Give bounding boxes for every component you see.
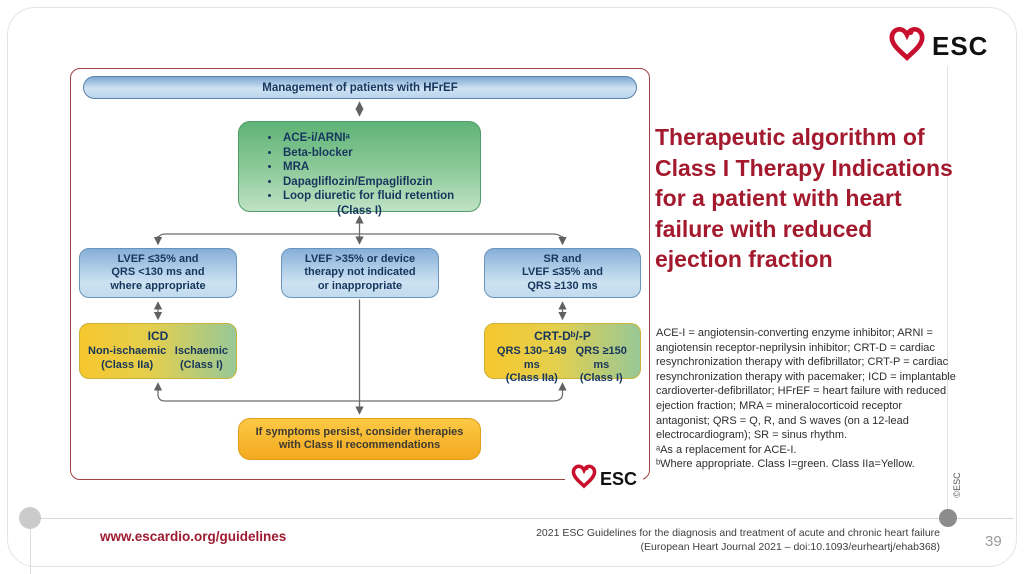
branch-box-icd-criteria <box>79 248 237 298</box>
citation-block <box>420 526 940 554</box>
treatment-class-label: (Class I) <box>337 204 382 217</box>
treatment-item: • MRA <box>281 160 472 175</box>
treatment-box <box>238 121 481 217</box>
treatment-item: • Dapagliflozin/Empagliflozin <box>281 175 472 190</box>
branch-line: where appropriate <box>110 279 206 292</box>
flowchart-panel <box>70 68 650 489</box>
icd-right-line1: Ischaemic <box>174 345 228 357</box>
crt-box <box>484 323 641 384</box>
footnote-a: ᵃAs a replacement for ACE-I. <box>656 443 797 456</box>
esc-logo-word: ESC <box>932 31 989 61</box>
crt-left-line1: QRS 130–149 ms <box>496 345 567 371</box>
esc-logo <box>888 26 988 67</box>
treatment-item: • Loop diuretic for fluid retention <box>281 189 472 204</box>
branch-box-no-device <box>281 248 439 298</box>
branch-line: LVEF >35% or device <box>304 252 416 265</box>
branch-line: QRS <130 ms and <box>111 266 205 279</box>
crt-right-line1: QRS ≥150 ms <box>575 345 627 371</box>
crt-left-line2: (Class IIa) <box>505 372 558 384</box>
citation-line1: 2021 ESC Guidelines for the diagnosis and treatment of acute and chronic heart failure <box>536 527 940 539</box>
icd-box <box>79 323 237 379</box>
footnote-b: ᵇWhere appropriate. Class I=green. Class IIa=Yellow. <box>656 458 915 471</box>
icd-left-line1: Non-ischaemic <box>88 345 167 357</box>
crt-left-option <box>493 345 571 386</box>
crt-right-option <box>571 345 632 386</box>
flow-header-box <box>83 76 637 99</box>
icd-title: ICD <box>147 329 169 343</box>
persist-box <box>238 418 481 460</box>
page-number: 39 <box>985 533 1002 550</box>
crt-title: CRT-Dᵇ/-P <box>534 329 591 343</box>
branch-line: LVEF ≤35% and <box>117 252 199 265</box>
treatment-list <box>281 131 472 204</box>
esc-logo-word: ESC <box>599 468 637 489</box>
treatment-item: • ACE-i/ARNIᵃ <box>281 131 472 146</box>
branch-line: QRS ≥130 ms <box>527 279 598 292</box>
copyright-esc-vertical: ©ESC <box>952 472 962 498</box>
icd-left-line2: (Class IIa) <box>101 358 154 371</box>
slide-title: Therapeutic algorithm of Class I Therapy Indications for a patient with heart failure with reduced ejection fraction <box>655 124 953 272</box>
citation-line2: (European Heart Journal 2021 – doi:10.1093/eurheartj/ehab368) <box>640 541 940 553</box>
treatment-item: • Beta-blocker <box>281 146 472 161</box>
icd-right-option <box>175 345 228 372</box>
icd-right-line2: (Class I) <box>180 358 223 371</box>
branch-line: therapy not indicated <box>304 266 416 279</box>
flow-header-label: Management of patients with HFrEF <box>262 81 458 94</box>
footer-dot-right <box>939 509 957 527</box>
esc-heart-icon <box>571 464 597 494</box>
branch-line: or inappropriate <box>317 279 403 292</box>
branch-line: SR and <box>543 252 582 265</box>
esc-heart-icon <box>888 26 926 67</box>
branch-box-crt-criteria <box>484 248 641 298</box>
persist-line2: with Class II recommendations <box>278 439 441 451</box>
abbreviations-block <box>656 326 956 472</box>
footer-divider <box>30 518 1014 519</box>
persist-line1: If symptoms persist, consider therapies <box>255 425 464 438</box>
esc-logo-small <box>565 464 643 494</box>
footer-dot-left <box>19 507 41 529</box>
abbreviations-text: ACE-I = angiotensin-converting enzyme inhibitor; ARNI = angiotensin receptor-neprilysin inhibitor; CRT-D = cardiac resynchronization therapy with defibrillator; CRT-P = cardiac resynchronization therapy with pacemaker; ICD = implantable cardioverter-defibrillator; HFrEF = heart failure with reduced ejection fraction; MRA = mineralocorticoid receptor antagonist; QRS = Q, R, and S waves (on a 12-lead electrocardiogram); SR = sinus rhythm. <box>656 327 956 442</box>
guidelines-url-link[interactable]: www.escardio.org/guidelines <box>100 529 287 544</box>
icd-left-option <box>88 345 166 372</box>
crt-right-line2: (Class I) <box>579 372 623 384</box>
branch-line: LVEF ≤35% and <box>521 266 604 279</box>
